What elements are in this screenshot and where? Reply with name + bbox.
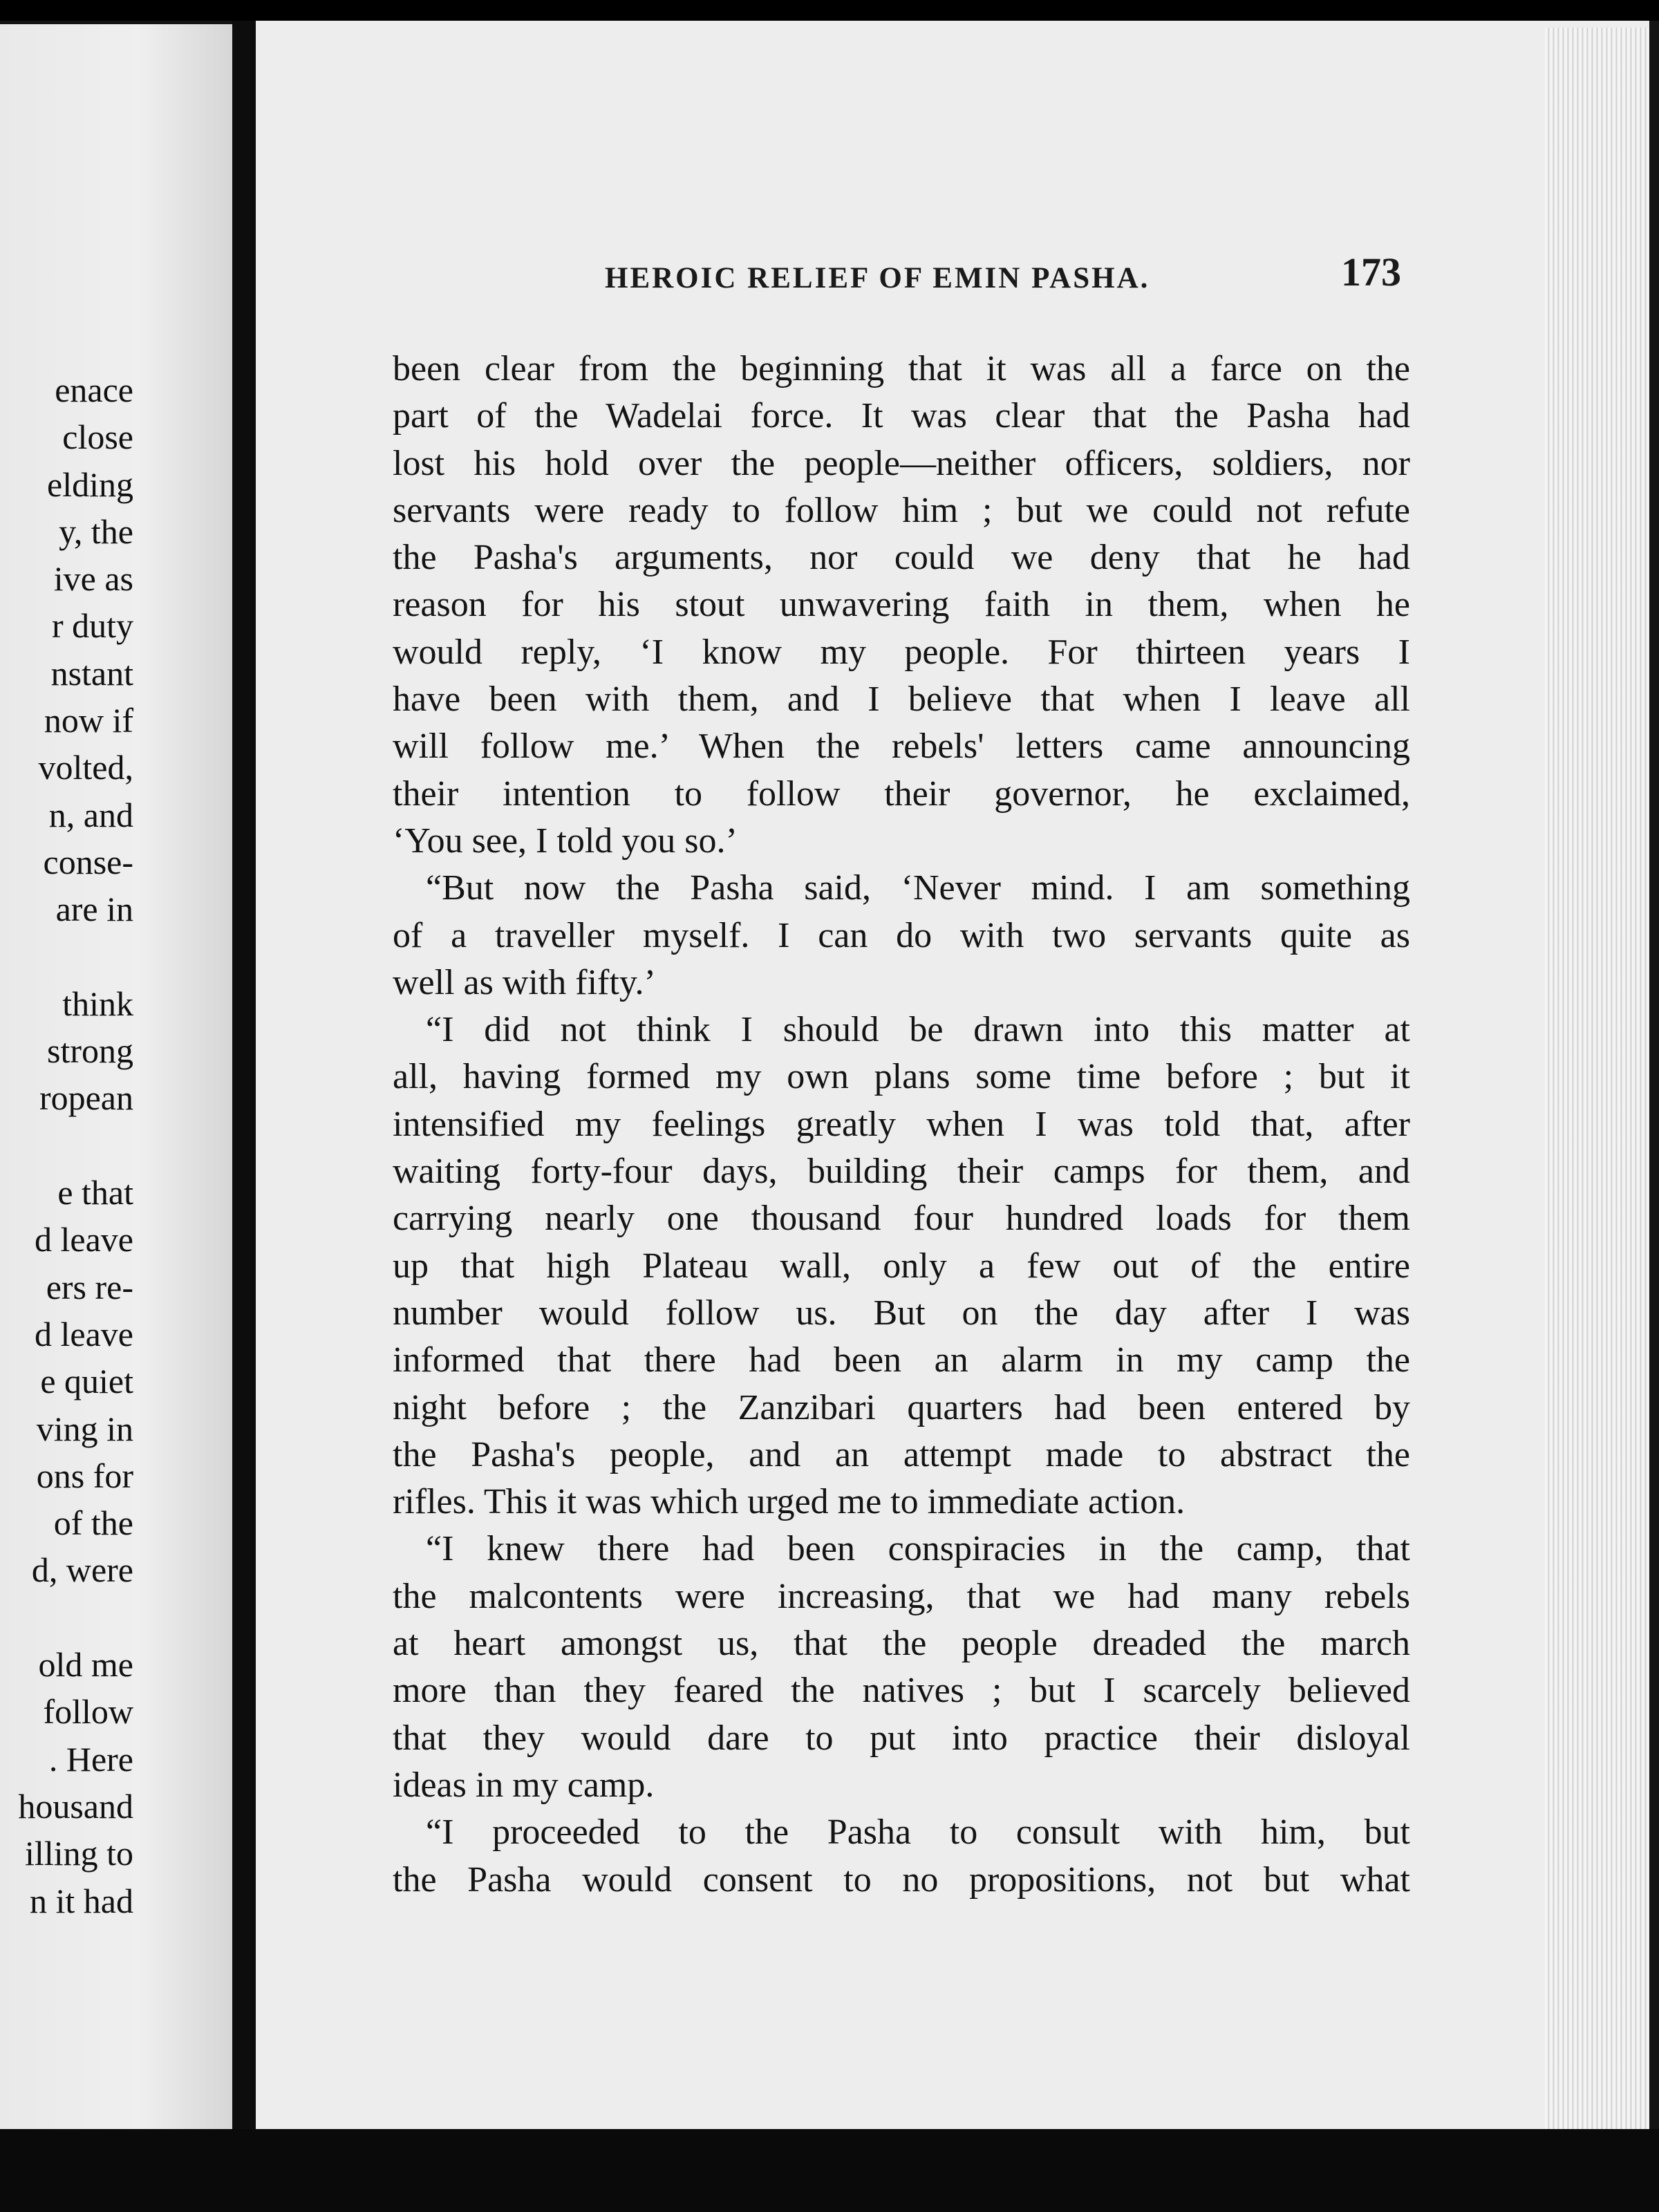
left-line: are in [55,890,133,929]
left-line: follow [43,1692,133,1732]
text-line: the Pasha's arguments, nor could we deny that he had [393,538,1410,578]
left-line: ers re- [46,1267,133,1306]
left-line: e that [57,1173,133,1212]
text-line: up that high Plateau wall, only a few out of the entire [393,1246,1410,1286]
left-line: ive as [53,559,133,599]
left-line: conse- [43,842,133,881]
left-line: d leave [35,1314,133,1353]
left-line: d leave [35,1220,133,1259]
left-line: ropean [39,1078,133,1118]
left-line: enace [55,371,133,409]
book-gutter [232,21,256,2143]
left-line: nstant [50,653,133,693]
text-line: informed that there had been an alarm in my camp the [393,1340,1410,1380]
left-line: ons for [36,1456,133,1495]
body-text [393,346,1410,1904]
left-line: y, the [59,512,133,551]
page-edge-stack [1545,28,1649,2129]
text-line: all, having formed my own plans some time before ; but it [393,1057,1410,1097]
text-line: the Pasha would consent to no propositions, not but what [393,1859,1410,1900]
left-line [18,933,133,980]
text-line: been clear from the beginning that it was all a farce on the [393,349,1410,388]
text-line: their intention to follow their governor, he exclaimed, [393,774,1410,814]
left-line: elding [47,465,133,504]
paragraph-start-line: “I knew there had been conspiracies in the camp, that [426,1529,1410,1569]
text-line: servants were ready to follow him ; but we could not refute [393,490,1410,530]
text-line: at heart amongst us, that the people dreaded the march [393,1624,1410,1664]
left-line: n, and [48,795,133,834]
paragraph-end-line: rifles. This it was which urged me to immediate action. [393,1482,1185,1522]
text-line: would reply, ‘I know my people. For thirteen years I [393,632,1410,672]
text-line: waiting forty-four days, building their camps for them, and [393,1152,1410,1192]
left-line: n it had [30,1881,133,1920]
text-line: night before ; the Zanzibari quarters had been entered by [393,1387,1410,1427]
text-line: that they would dare to put into practice their disloyal [393,1718,1410,1758]
text-line: carrying nearly one thousand four hundred loads for them [393,1199,1410,1239]
scan-border-top [0,0,1659,21]
text-line: of a traveller myself. I can do with two servants quite as [393,915,1410,955]
left-line: now if [44,701,133,740]
paragraph-end-line: ‘You see, I told you so.’ [393,821,738,861]
left-line: d, were [31,1550,133,1590]
left-line: ving in [36,1409,133,1448]
paragraph-start-line: “I did not think I should be drawn into this matter at [426,1010,1410,1050]
left-line: housand [18,1786,133,1826]
paragraph-end-line: ideas in my camp. [393,1765,655,1805]
left-line: think [62,984,133,1023]
left-line: strong [47,1031,133,1071]
left-line [18,1594,133,1641]
running-head: HEROIC RELIEF OF EMIN PASHA. [605,262,1150,294]
left-line: . Here [48,1739,133,1779]
paragraph-end-line: well as with fifty.’ [393,962,656,1002]
paragraph-start-line: “But now the Pasha said, ‘Never mind. I am something [426,868,1410,908]
left-line: old me [38,1645,133,1685]
text-line: the Pasha's people, and an attempt made to abstract the [393,1434,1410,1474]
left-line: illing to [25,1834,133,1873]
text-line: more than they feared the natives ; but I scarcely believed [393,1671,1410,1711]
text-line: will follow me.’ When the rebels' letters came announcing [393,727,1410,767]
left-line: r duty [51,606,133,646]
left-page-text [18,366,133,1924]
text-line: number would follow us. But on the day after I was [393,1293,1410,1333]
page-number: 173 [1341,250,1401,294]
left-page [0,24,232,2139]
left-line: e quiet [40,1362,133,1401]
left-line [18,1122,133,1169]
text-line: part of the Wadelai force. It was clear that the Pasha had [393,396,1410,436]
text-line: the malcontents were increasing, that we had many rebels [393,1576,1410,1616]
left-line: volted, [38,748,133,787]
text-line: intensified my feelings greatly when I was told that, after [393,1104,1410,1144]
text-line: reason for his stout unwavering faith in them, when he [393,585,1410,625]
left-line: close [62,418,133,457]
text-line: lost his hold over the people—neither officers, soldiers, nor [393,443,1410,483]
paragraph-start-line: “I proceeded to the Pasha to consult with him, but [426,1812,1410,1853]
text-line: have been with them, and I believe that when I leave all [393,679,1410,720]
scan-border-bottom [0,2129,1659,2212]
left-line: of the [53,1503,133,1543]
